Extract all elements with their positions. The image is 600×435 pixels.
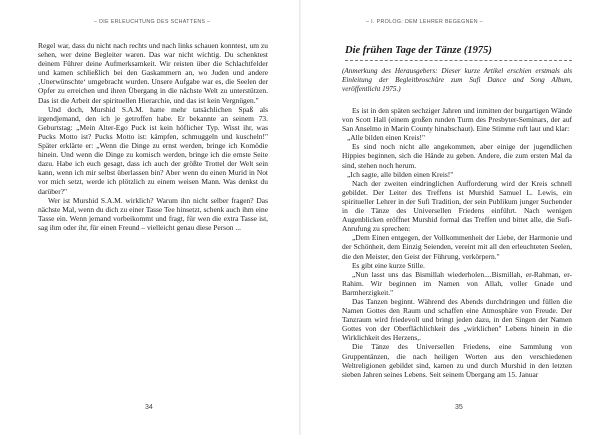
right-paragraph-10: Die Tänze des Universellen Friedens, eine Sammlung von Gruppentänzen, die nach heiligen Worten aus den verschiedenen Weltreligionen gebildet sind, kamen zu und durch Murshid in den letzten sieben Jahren seines Lebens. Seit seinem Übergang am 15. Januar — [342, 342, 572, 379]
right-paragraph-9: Das Tanzen beginnt. Während des Abends durchdringen und füllen die Namen Gottes den Raum und schaffen eine Atmosphäre von Freude. Der Tanzraum wird friedevoll und bringt jeden dazu, in den Singen der Namen Gottes von der Oberflächlichkeit des „wirklichen" Lebens hinein in die Wirklichkeit des Herzens,. — [342, 296, 572, 343]
right-paragraph-3: Es sind noch nicht alle angekommen, aber einige der jugendlichen Hippies beginnen, sich die Hände zu geben. Andere, die zum ersten Mal da sind, stehen noch herum. — [342, 142, 572, 170]
left-page-number: 34 — [145, 404, 153, 411]
right-paragraph-5: Nach der zweiten eindringlichen Aufforderung wird der Kreis schnell gebildet. Der Leiter des Treffens ist Murshid Samuel L. Lewis, ein spiritueller Lehrer in der Sufi Tradition, der sein Publikum junger Suchender in die Tänze des Universellen Friedens einführt. Nach wenigen Augenblicken eröffnet Murshid formal das Treffen und bittet alle, die Sufi-Anrufung zu sprechen: — [342, 178, 572, 234]
left-paragraph-2: Und doch, Murshid S.A.M. hatte mehr tatsächlichen Spaß als irgendjemand, den ich je getroffen habe. Er bekannte an seinem 73. Geburtstag: „Mein Alter-Ego Puck ist kein höflicher Typ. Wisst ihr, was Pucks Motto ist? Pucks Motto ist: kämpfen, schmuggeln und kuscheln!" Später erklärte er: „Wenn die Dinge zu ernst werden, bringe ich Komödie hinein. Und wenn die Dinge zu komisch werden, bringe ich die ernste Seite dazu. Habe ich euch gesagt, dass ich auch der größte Trottel der Welt sein kann, wenn ich mir selbst überlassen bin? Aber wenn du einen Murid in Not vor mich setzt, werde ich plötzlich zu einem weisen Mann. Was denkst du darüber?" — [38, 104, 268, 196]
chapter-title: Die frühen Tage der Tänze (1975) — [345, 45, 572, 61]
right-paragraph-7: Es gibt eine kurze Stille. — [352, 260, 425, 270]
right-paragraph-2: „Alle bilden einen Kreis!" — [347, 133, 426, 143]
left-running-head: – DIE ERLEUCHTUNG DES SCHATTENS – — [94, 19, 211, 25]
right-running-head: – I. PROLOG: DEM LEHRER BEGEGNEN – — [366, 19, 483, 25]
left-body-text — [38, 41, 268, 232]
right-page-number: 35 — [455, 404, 463, 411]
right-page — [300, 0, 600, 435]
left-paragraph-3: Wer ist Murshid S.A.M. wirklich? Warum ihn nicht selber fragen? Das nächste Mal, wenn du dich zu einer Tasse Tee hinsetzt, schenk auch ihm eine Tasse ein. Wenn jemand vorbeikommt und fragt, für wen die extra Tasse ist, sag ihm oder ihr, für einen Freund – vielleicht genau diese Person ... — [38, 195, 268, 232]
right-body-text — [342, 106, 572, 379]
right-paragraph-6: „Dem Einen entgegen, der Vollkommenheit der Liebe, der Harmonie und der Schönheit, dem Einzig Seienden, vereint mit all den erleuchteten Seelen, die den Meister, den Geist der Führung, verkörpern." — [342, 233, 572, 261]
right-paragraph-4: „Ich sagte, alle bilden einen Kreis!" — [347, 169, 454, 179]
left-paragraph-1: Regel war, dass du nicht nach rechts und nach links schauen konntest, um zu sehen, wer deine Begleiter waren. Das war nicht wichtig. Du schenktest deinem Führer deine Aufmerksamkeit. Wir reisten über die Schlachtfelder und kamen schließlich bei den Gaskammern an, wo Juden und andere ‚Unerwünschte‘ umgebracht wurden. Unsere Aufgabe war es, die Seelen der Opfer zu erreichen und ihren Übergang in die nächste Welt zu unterstützen. Das ist die Arbeit der spirituellen Hierarchie, und das ist kein Vergnügen." — [38, 41, 268, 105]
editor-note: (Anmerkung des Herausgebers: Dieser kurze Artikel erschien erstmals als Einleitung der Begleitbroschüre zum Sufi Dance and Song Album, veröffentlicht 1975.) — [342, 67, 572, 93]
right-paragraph-1: Es ist in den späten sechziger Jahren und inmitten der burgartigen Wände von Scott Hall (einem großen runden Turm des Presbyter-Seminars, der auf San Anselmo in Marin County hinabschaut). Eine Stimme ruft laut und klar: — [342, 106, 572, 134]
right-paragraph-8: „Nun lasst uns das Bismillah wiederholen....Bismillah, er-Rahman, er-Rahim. Wir beginnen im Namen von Allah, voller Gnade und Barmherzigkeit." — [342, 269, 572, 297]
